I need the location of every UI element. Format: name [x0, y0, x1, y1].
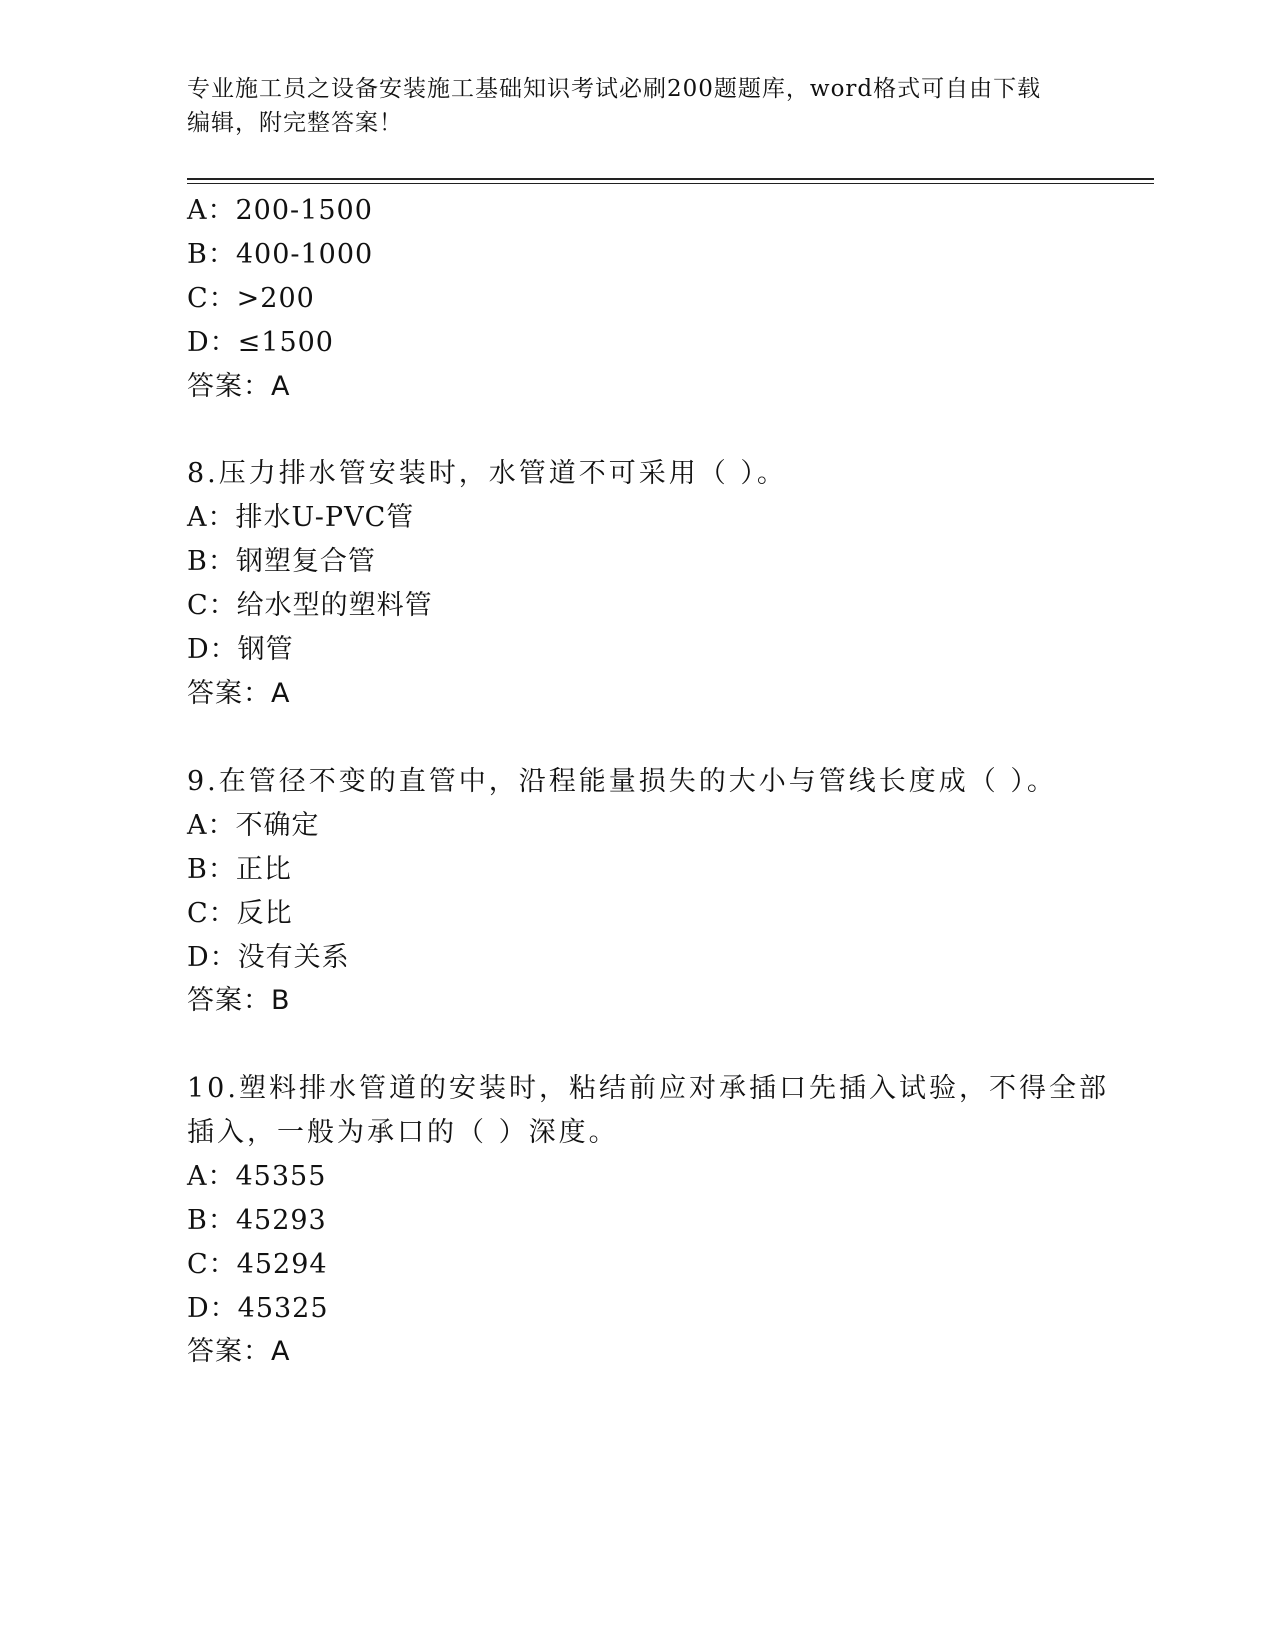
- q8-option-c: C：给水型的塑料管: [187, 590, 433, 621]
- q10-option-b: B：45293: [187, 1205, 327, 1236]
- q8-question: 8.压力排水管安装时，水管道不可采用（ ）。: [187, 458, 787, 489]
- q8-option-a: A：排水U-PVC管: [187, 502, 415, 533]
- q7-option-b: B：400-1000: [187, 239, 374, 270]
- q10-option-a: A：45355: [187, 1161, 327, 1192]
- header-title-line-1: 专业施工员之设备安装施工基础知识考试必刷200题题库，word格式可自由下载: [187, 76, 1042, 102]
- q9-option-a: A：不确定: [187, 810, 320, 841]
- q7-option-a: A：200-1500: [187, 195, 373, 226]
- q7-option-c: C：>200: [187, 283, 315, 314]
- q10-question-line-2: 插入，一般为承口的（ ）深度。: [187, 1117, 619, 1148]
- q10-question-line-1: 10.塑料排水管道的安装时，粘结前应对承插口先插入试验，不得全部: [187, 1073, 1109, 1104]
- q7-option-d: D：≤1500: [187, 327, 334, 358]
- q7-answer: 答案：A: [187, 371, 291, 402]
- q9-option-c: C：反比: [187, 898, 293, 929]
- header-divider: [187, 178, 1154, 184]
- q8-option-b: B：钢塑复合管: [187, 546, 376, 577]
- q10-option-c: C：45294: [187, 1249, 328, 1280]
- q8-answer: 答案：A: [187, 678, 291, 709]
- q10-answer: 答案：A: [187, 1336, 291, 1367]
- q8-option-d: D：钢管: [187, 634, 294, 665]
- q9-option-b: B：正比: [187, 854, 292, 885]
- header-title-line-2: 编辑，附完整答案！: [187, 110, 403, 136]
- q9-option-d: D：没有关系: [187, 942, 350, 973]
- q9-answer: 答案：B: [187, 985, 291, 1016]
- q10-option-d: D：45325: [187, 1293, 329, 1324]
- page-header: [187, 72, 1087, 140]
- q9-question: 9.在管径不变的直管中，沿程能量损失的大小与管线长度成（ ）。: [187, 766, 1057, 797]
